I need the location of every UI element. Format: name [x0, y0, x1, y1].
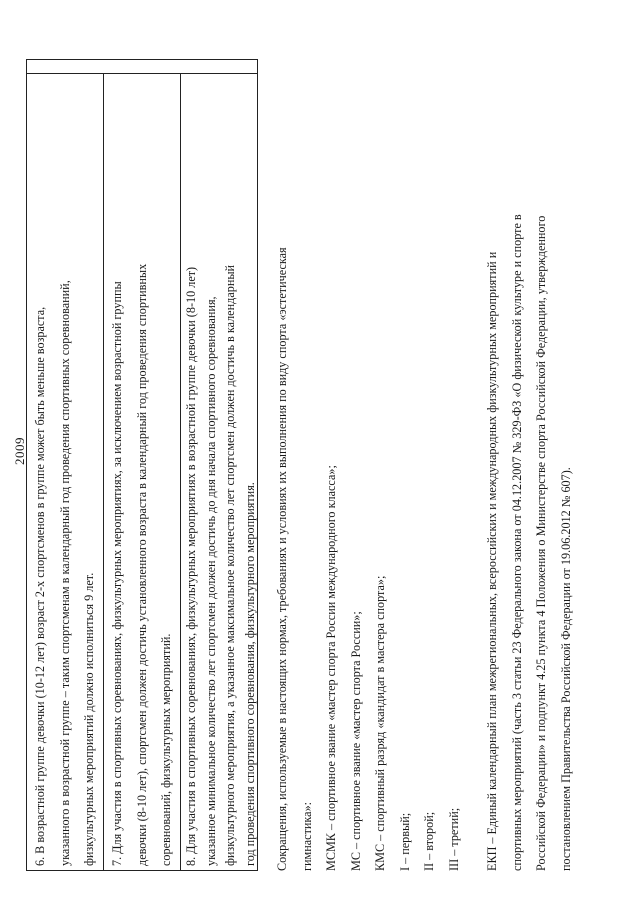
- abbreviations-block: [270, 21, 466, 871]
- table-row-7: [105, 78, 179, 866]
- table-line: физкультурного мероприятия, а указанное максимальное количество лет спортсмен должен достичь в календарный: [223, 264, 237, 866]
- table-line: указанное минимальное количество лет спортсмен должен достичь до дня начала спортивного соревнования,: [203, 296, 218, 866]
- table-line: соревнований, физкультурных мероприятий.: [159, 633, 173, 866]
- table-line: 6. В возрастной группе девочки (10-12 лет) возраст 2-х спортсменов в группе может быть меньше возраста,: [33, 306, 47, 866]
- ekp-line: спортивных мероприятий (часть 3 статьи 23 Федерального закона от 04.12.2007 № 329-ФЗ «О физической культуре и спорте в: [509, 214, 524, 871]
- notes-section: [270, 21, 578, 871]
- abbreviation-line: I – первый;: [397, 812, 412, 871]
- ekp-line: ЕКП – Единый календарный план межрегиональных, всероссийских и международных физкультурных мероприятий и: [485, 251, 499, 871]
- table-row-divider: [180, 74, 181, 870]
- table-line: указанного в возрастной группе – таким спортсменам в календарный год проведения спортивных соревнований,: [57, 280, 72, 866]
- table-line: 7. Для участия в спортивных соревнованиях, физкультурных мероприятиях, за исключением возрастной группы: [110, 281, 124, 866]
- ekp-block: [480, 21, 578, 871]
- abbreviation-line: II – второй;: [422, 811, 436, 871]
- abbreviation-line: МС – спортивное звание «мастер спорта России»;: [348, 611, 363, 871]
- table-row-divider: [103, 74, 104, 870]
- abbreviation-line: III – третий;: [446, 807, 461, 871]
- page-number: 2009: [12, 437, 27, 465]
- table-column-divider: [27, 73, 257, 74]
- table-row-8: [182, 78, 260, 866]
- abbreviation-line: МСМК – спортивное звание «мастер спорта России международного класса»;: [324, 465, 338, 871]
- table-row-6: [28, 78, 102, 866]
- table-line: девочки (8-10 лет), спортсмен должен достичь установленного возраста в календарный год проведения спортивных: [134, 263, 149, 866]
- abbreviation-line: гимнастика»:: [299, 801, 314, 871]
- ekp-line: Российской Федерации» и подпункт 4.25 пункта 4 Положения о Министерстве спорта Российской Федерации, утвержденного: [534, 215, 548, 871]
- table-line: физкультурных мероприятий должно исполниться 9 лет.: [82, 572, 96, 866]
- table-line: год проведения спортивного соревнования, физкультурного мероприятия.: [242, 482, 257, 866]
- abbreviation-line: Сокращения, используемые в настоящих нормах, требованиях и условиях их выполнения по виду спорта «эстетическая: [275, 247, 289, 871]
- abbreviation-line: КМС – спортивный разряд «кандидат в мастера спорта»;: [373, 575, 387, 871]
- norms-table: [26, 59, 258, 871]
- table-line: 8. Для участия в спортивных соревнованиях, физкультурных мероприятиях в возрастной группе девочки (8-10 лет): [184, 266, 198, 866]
- ekp-line: постановлением Правительства Российской Федерации от 19.06.2012 № 607).: [558, 467, 573, 871]
